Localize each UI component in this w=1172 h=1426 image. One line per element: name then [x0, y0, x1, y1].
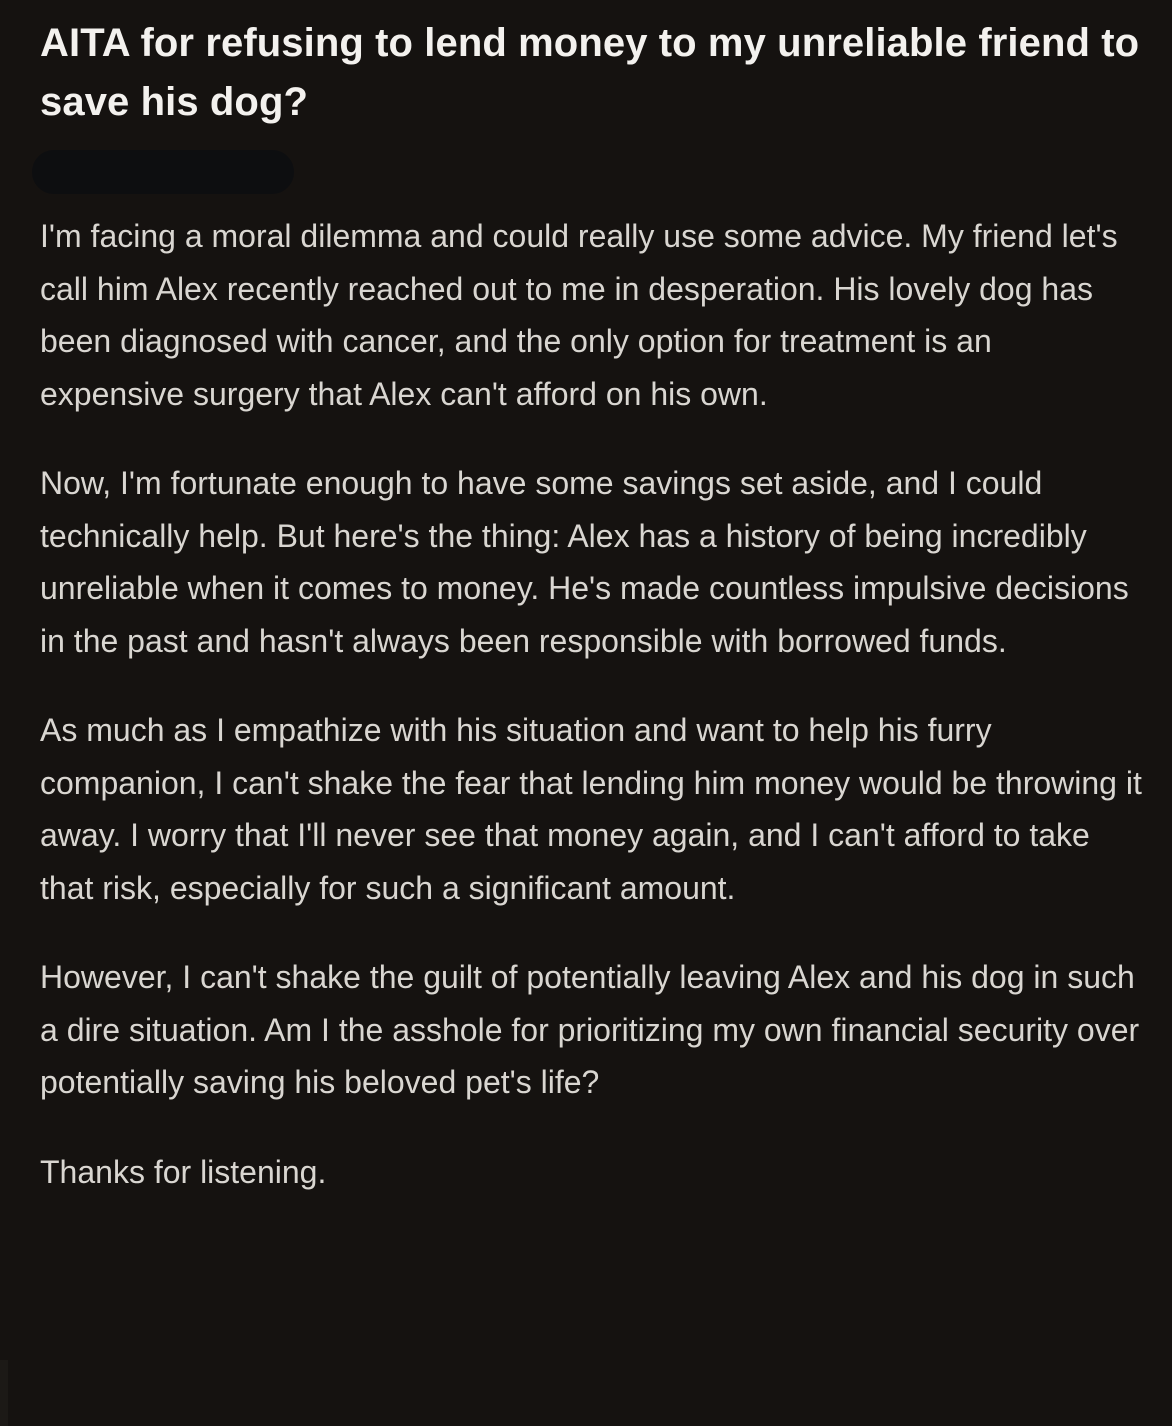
post-paragraph-3: As much as I empathize with his situation and want to help his furry companion, I can't shake the fear that lending him money would be throwing it away. I worry that I'll never see that money again, and I can't afford to take that risk, especially for such a significant amount.	[40, 712, 1142, 906]
post-paragraph-1: I'm facing a moral dilemma and could really use some advice. My friend let's call him Alex recently reached out to me in desperation. His lovely dog has been diagnosed with cancer, and the only option for treatment is an expensive surgery that Alex can't afford on his own.	[40, 218, 1118, 412]
post-paragraph-4: However, I can't shake the guilt of potentially leaving Alex and his dog in such a dire situation. Am I the asshole for prioritizing my own financial security over potentially saving his beloved pet's life?	[40, 959, 1140, 1100]
post-paragraph-2: Now, I'm fortunate enough to have some savings set aside, and I could technically help. But here's the thing: Alex has a history of being incredibly unreliable when it comes to money. He's made countless impulsive decisions in the past and hasn't always been responsible with borrowed funds.	[40, 465, 1129, 659]
post-paragraph-5: Thanks for listening.	[40, 1153, 327, 1190]
post-body	[40, 210, 1144, 1198]
redacted-author-bar	[32, 150, 294, 194]
post-title: AITA for refusing to lend money to my unreliable friend to save his dog?	[40, 21, 1140, 124]
left-edge-strip	[0, 1360, 8, 1426]
